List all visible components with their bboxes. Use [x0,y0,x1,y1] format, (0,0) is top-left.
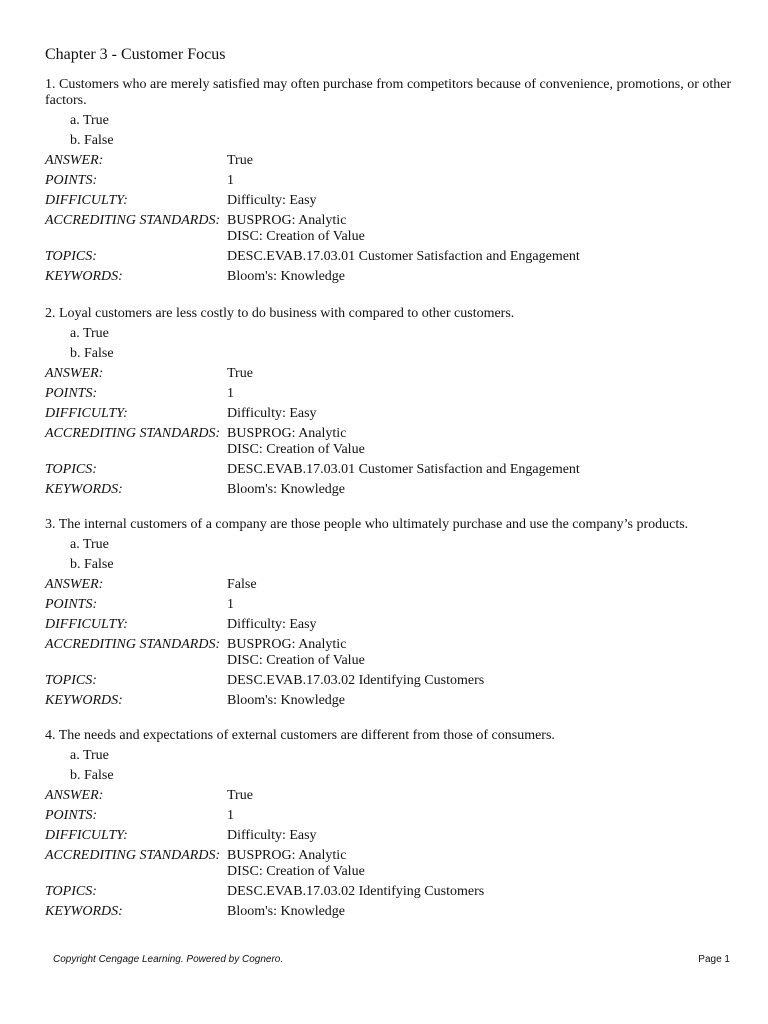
answer-label: ANSWER: [45,366,104,381]
points-value: 1 [227,597,234,612]
keywords-value: Bloom's: Knowledge [227,482,346,497]
answer-label: ANSWER: [45,577,104,592]
topics-value: DESC.EVAB.17.03.02 Identifying Customers [227,884,485,899]
footer-page-number: Page 1 [698,954,730,965]
keywords-label: KEYWORDS: [45,693,123,708]
question-stem: 3. The internal customers of a company are those people who ultimately purchase and use the company’s products. [45,517,689,532]
choice-b: b. False [70,133,114,148]
accrediting-value-2: DISC: Creation of Value [227,442,365,457]
answer-label: ANSWER: [45,153,104,168]
question-metadata [45,366,735,498]
difficulty-label: DIFFICULTY: [45,617,128,632]
choice-a: a. True [70,326,109,341]
topics-value: DESC.EVAB.17.03.02 Identifying Customers [227,673,485,688]
question-4 [45,728,735,920]
accrediting-value-1: BUSPROG: Analytic [227,213,347,228]
question-1 [45,77,735,285]
points-value: 1 [227,386,234,401]
answer-value: True [227,366,253,381]
accrediting-value-1: BUSPROG: Analytic [227,426,347,441]
points-label: POINTS: [45,173,98,188]
topics-label: TOPICS: [45,249,97,264]
question-stem: 4. The needs and expectations of external customers are different from those of consumers. [45,728,555,743]
points-value: 1 [227,808,234,823]
footer-copyright: Copyright Cengage Learning. Powered by Cognero. [53,954,284,965]
difficulty-value: Difficulty: Easy [227,828,317,843]
accrediting-value-2: DISC: Creation of Value [227,864,365,879]
points-label: POINTS: [45,386,98,401]
difficulty-value: Difficulty: Easy [227,406,317,421]
topics-value: DESC.EVAB.17.03.01 Customer Satisfaction and Engagement [227,249,580,264]
choice-b: b. False [70,768,114,783]
question-stem: 1. Customers who are merely satisfied may often purchase from competitors because of convenience, promotions, or other factors. [45,77,732,108]
keywords-label: KEYWORDS: [45,482,123,497]
difficulty-label: DIFFICULTY: [45,828,128,843]
keywords-value: Bloom's: Knowledge [227,904,346,919]
keywords-label: KEYWORDS: [45,269,123,284]
difficulty-value: Difficulty: Easy [227,617,317,632]
points-value: 1 [227,173,234,188]
accrediting-value-2: DISC: Creation of Value [227,229,365,244]
choice-a: a. True [70,113,109,128]
topics-label: TOPICS: [45,462,97,477]
choice-b: b. False [70,346,114,361]
question-3 [45,517,735,709]
answer-value: True [227,788,253,803]
accrediting-value-1: BUSPROG: Analytic [227,637,347,652]
keywords-value: Bloom's: Knowledge [227,269,346,284]
topics-value: DESC.EVAB.17.03.01 Customer Satisfaction and Engagement [227,462,580,477]
difficulty-label: DIFFICULTY: [45,193,128,208]
difficulty-label: DIFFICULTY: [45,406,128,421]
choice-a: a. True [70,748,109,763]
accrediting-label: ACCREDITING STANDARDS: [45,426,221,441]
chapter-title: Chapter 3 - Customer Focus [45,46,226,63]
points-label: POINTS: [45,597,98,612]
accrediting-label: ACCREDITING STANDARDS: [45,848,221,863]
accrediting-label: ACCREDITING STANDARDS: [45,637,221,652]
choice-a: a. True [70,537,109,552]
keywords-value: Bloom's: Knowledge [227,693,346,708]
choice-b: b. False [70,557,114,572]
question-stem: 2. Loyal customers are less costly to do business with compared to other customers. [45,306,515,321]
answer-label: ANSWER: [45,788,104,803]
question-metadata [45,153,735,285]
keywords-label: KEYWORDS: [45,904,123,919]
difficulty-value: Difficulty: Easy [227,193,317,208]
question-metadata [45,788,735,920]
accrediting-value-2: DISC: Creation of Value [227,653,365,668]
question-2 [45,306,735,498]
accrediting-value-1: BUSPROG: Analytic [227,848,347,863]
answer-value: True [227,153,253,168]
answer-value: False [227,577,257,592]
question-metadata [45,577,735,709]
topics-label: TOPICS: [45,673,97,688]
accrediting-label: ACCREDITING STANDARDS: [45,213,221,228]
points-label: POINTS: [45,808,98,823]
topics-label: TOPICS: [45,884,97,899]
